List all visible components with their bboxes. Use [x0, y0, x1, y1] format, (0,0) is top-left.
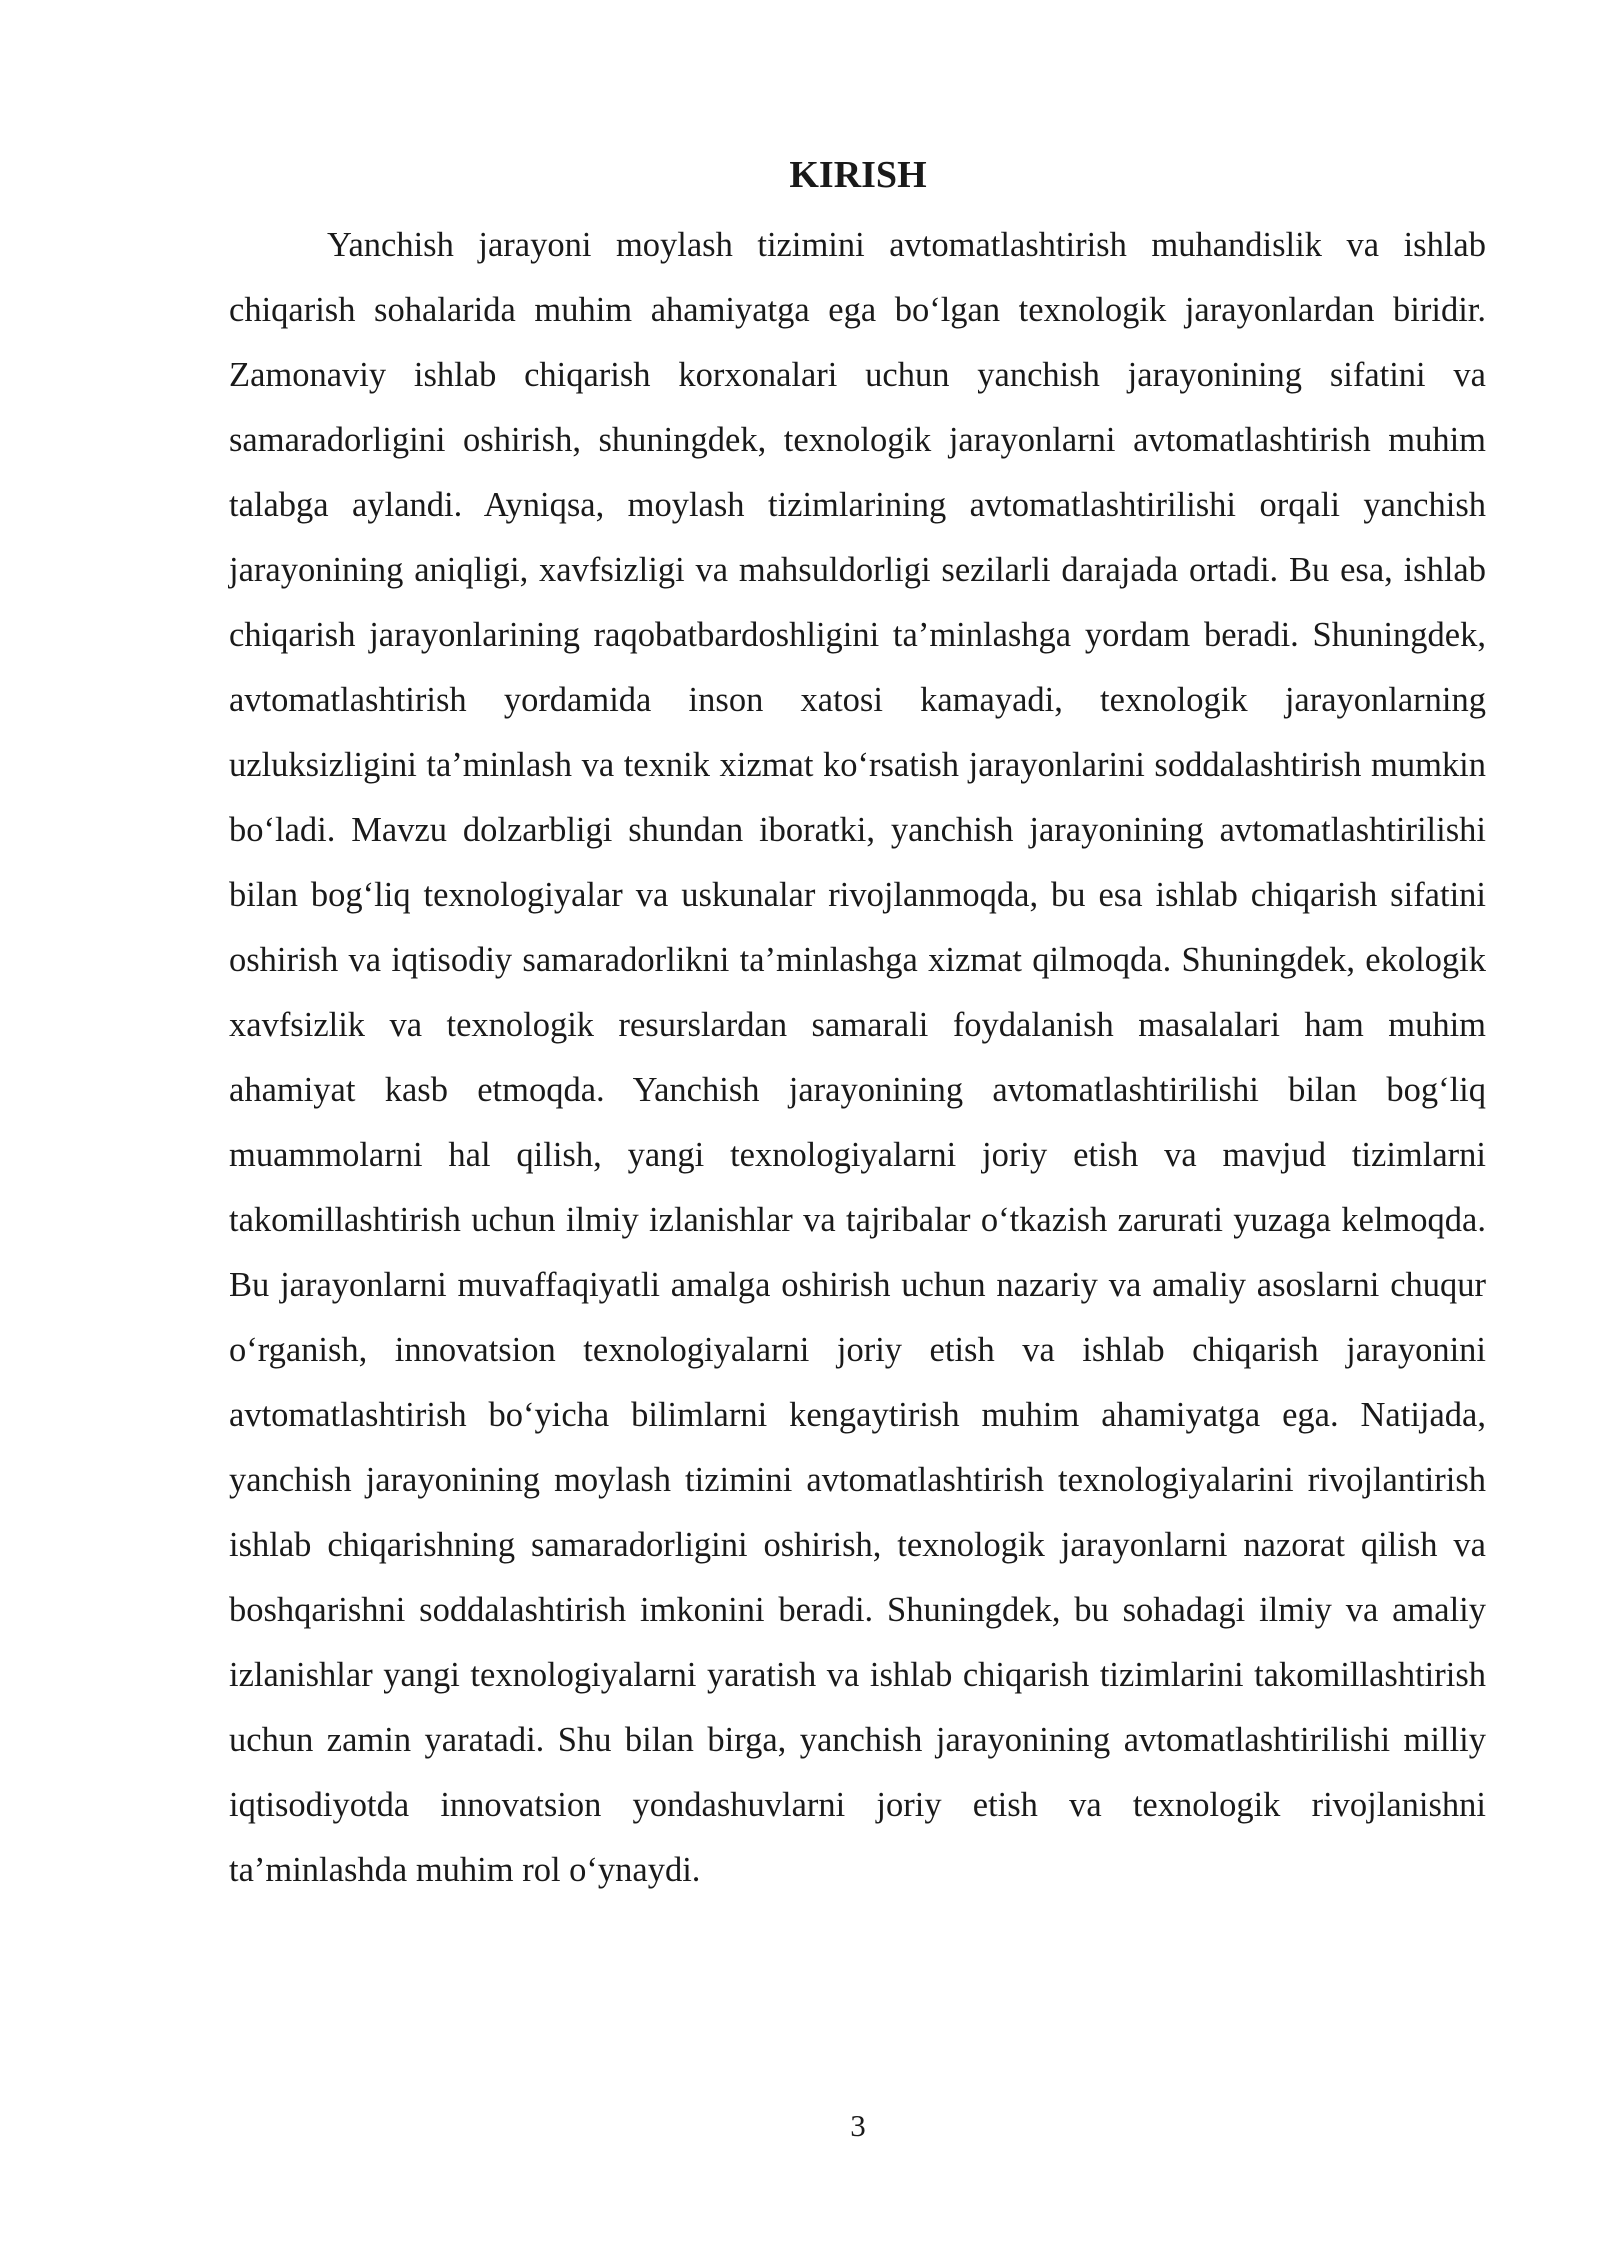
- section-heading: KIRISH: [789, 154, 927, 196]
- page-number: 3: [850, 2108, 866, 2143]
- body-paragraph: Yanchish jarayoni moylash tizimini avtomatlashtirish muhandislik va ishlab chiqarish sohalarida muhim ahamiyatga ega bo‘lgan texnologik jarayonlardan biridir. Zamonaviy ishlab chiqarish korxonalari uchun yanchish jarayonining sifatini va samaradorligini oshirish, shuningdek, texnologik jarayonlarni avtomatlashtirish muhim talabga aylandi. Ayniqsa, moylash tizimlarining avtomatlashtirilishi orqali yanchish jarayonining aniqligi, xavfsizligi va mahsuldorligi sezilarli darajada ortadi. Bu esa, ishlab chiqarish jarayonlarining raqobatbardoshligini ta’minlashga yordam beradi. Shuningdek, avtomatlashtirish yordamida inson xatosi kamayadi, texnologik jarayonlarning uzluksizligini ta’minlash va texnik xizmat ko‘rsatish jarayonlarini soddalashtirish mumkin bo‘ladi. Mavzu dolzarbligi shundan iboratki, yanchish jarayonining avtomatlashtirilishi bilan bog‘liq texnologiyalar va uskunalar rivojlanmoqda, bu esa ishlab chiqarish sifatini oshirish va iqtisodiy samaradorlikni ta’minlashga xizmat qilmoqda. Shuningdek, ekologik xavfsizlik va texnologik resurslardan samarali foydalanish masalalari ham muhim ahamiyat kasb etmoqda. Yanchish jarayonining avtomatlashtirilishi bilan bog‘liq muammolarni hal qilish, yangi texnologiyalarni joriy etish va mavjud tizimlarni takomillashtirish uchun ilmiy izlanishlar va tajribalar o‘tkazish zarurati yuzaga kelmoqda. Bu jarayonlarni muvaffaqiyatli amalga oshirish uchun nazariy va amaliy asoslarni chuqur o‘rganish, innovatsion texnologiyalarni joriy etish va ishlab chiqarish jarayonini avtomatlashtirish bo‘yicha bilimlarni kengaytirish muhim ahamiyatga ega. Natijada, yanchish jarayonining moylash tizimini avtomatlashtirish texnologiyalarini rivojlantirish ishlab chiqarishning samaradorligini oshirish, texnologik jarayonlarni nazorat qilish va boshqarishni soddalashtirish imkonini beradi. Shuningdek, bu sohadagi ilmiy va amaliy izlanishlar yangi texnologiyalarni yaratish va ishlab chiqarish tizimlarini takomillashtirish uchun zamin yaratadi. Shu bilan birga, yanchish jarayonining avtomatlashtirilishi milliy iqtisodiyotda innovatsion yondashuvlarni joriy etish va texnologik rivojlanishni ta’minlashda muhim rol o‘ynaydi.: [229, 226, 1486, 1889]
